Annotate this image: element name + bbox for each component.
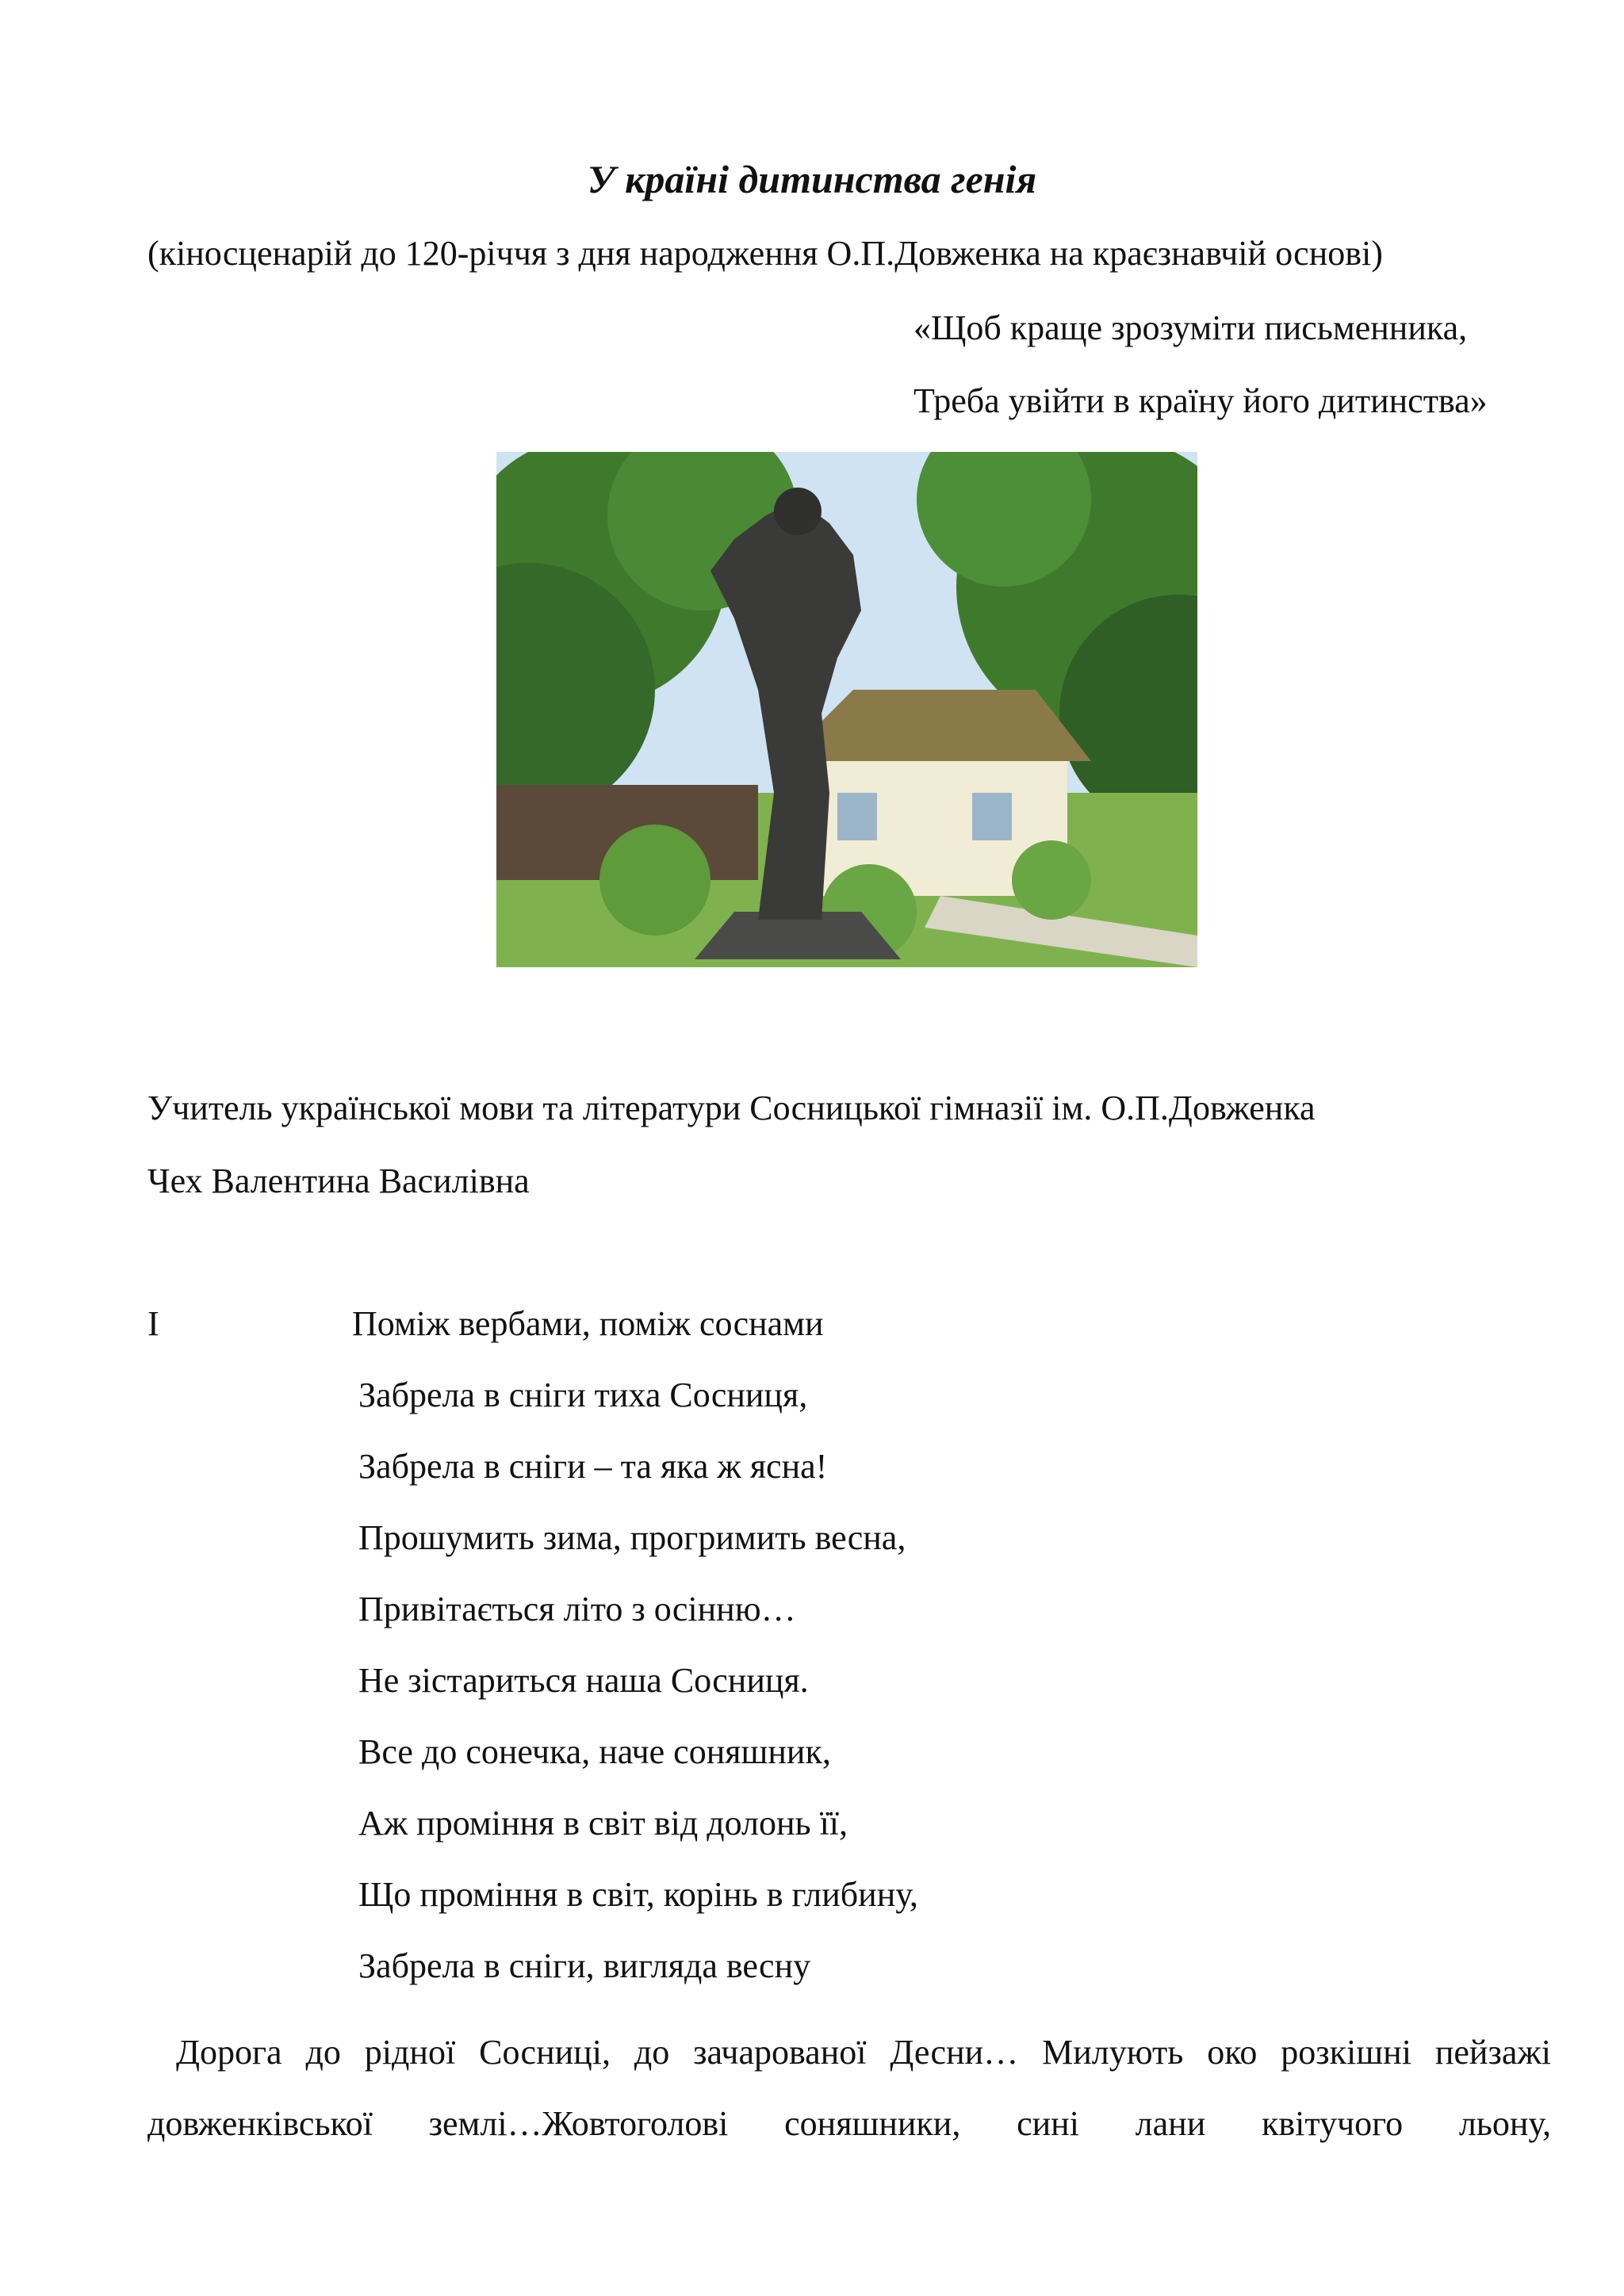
poem-line: Прошумить зима, прогримить весна, [358,1518,906,1557]
poem-line: Забрела в сніги – та яка ж ясна! [358,1447,828,1486]
poem-line: Поміж вербами, поміж соснами [352,1304,824,1343]
prose-paragraph [147,2017,1551,2160]
epigraph-line-2: Треба увійти в країну його дитинства» [914,381,1488,420]
poem-line: Забрела в сніги тиха Сосниця, [358,1376,808,1414]
monument-photo-icon [496,452,1197,967]
prose-line-1: Дорога до рідної Сосниці, до зачарованої Десни… Милують око розкішні пейзажі [176,2033,1551,2072]
prose-line-2: довженківської землі…Жовтоголові соняшники, сині лани квітучого льону, [147,2104,1551,2143]
poem-line: Забрела в сніги, вигляда весну [358,1946,811,1985]
poem-line: Все до сонечка, наче соняшник, [358,1732,831,1771]
poem-line: Що проміння в світ, корінь в глибину, [358,1875,918,1914]
epigraph-line-1: «Щоб краще зрозуміти письменника, [914,308,1468,347]
author-name: Чех Валентина Василівна [147,1161,530,1200]
document-title: У країні дитинства генія [587,157,1037,201]
section-number: I [147,1304,159,1343]
poem-line: Не зістариться наша Сосниця. [358,1661,809,1700]
author-position: Учитель української мови та літератури Сосницької гімназії ім. О.П.Довженка [147,1089,1316,1127]
monument-photo [496,452,1197,967]
poem-line: Аж проміння в світ від долонь її, [358,1804,848,1843]
poem-line: Привітається літо з осінню… [358,1590,796,1628]
document-subtitle: (кіносценарій до 120-річчя з дня народження О.П.Довженка на краєзнавчій основі) [147,234,1383,273]
